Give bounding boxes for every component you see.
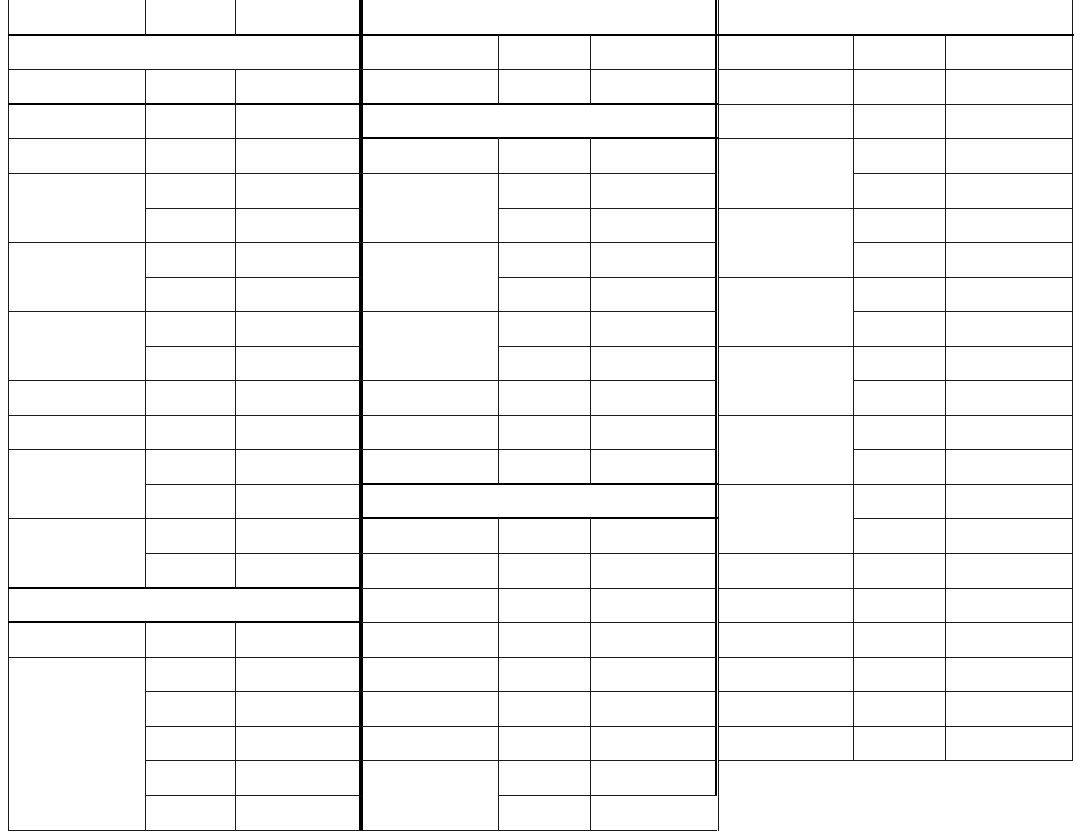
phone-number bbox=[590, 691, 716, 726]
grid-line bbox=[718, 726, 1073, 727]
teacher-name bbox=[853, 415, 945, 449]
school-title-tongwen bbox=[362, 484, 716, 518]
grid-line bbox=[718, 691, 1073, 692]
teacher-name bbox=[145, 208, 235, 242]
grid-line bbox=[235, 69, 236, 589]
teacher-name bbox=[498, 69, 590, 104]
grid-line bbox=[362, 69, 717, 70]
phone-number bbox=[945, 622, 1072, 657]
teacher-name bbox=[498, 415, 590, 449]
teacher-name bbox=[498, 346, 590, 380]
phone-number bbox=[235, 449, 360, 484]
teacher-name bbox=[853, 518, 945, 553]
class-cell bbox=[718, 208, 853, 277]
leader-name bbox=[145, 622, 235, 657]
phone-number bbox=[235, 518, 360, 553]
teacher-name bbox=[853, 69, 945, 104]
class-cell bbox=[362, 415, 498, 449]
grid-line bbox=[362, 449, 717, 450]
class-cell bbox=[718, 484, 853, 553]
phone-number bbox=[235, 138, 360, 173]
grid-line bbox=[145, 208, 361, 209]
grid-line bbox=[145, 0, 146, 36]
class-cell bbox=[362, 553, 498, 588]
phone-number bbox=[235, 173, 360, 208]
class-cell bbox=[362, 622, 498, 657]
phone-number bbox=[945, 726, 1072, 760]
grid-line bbox=[362, 588, 717, 589]
grid-line bbox=[362, 242, 717, 243]
phone-number bbox=[945, 518, 1072, 553]
teacher-name bbox=[145, 0, 235, 35]
phone-number bbox=[590, 760, 716, 795]
grid-line bbox=[8, 311, 361, 312]
grid-line bbox=[715, 0, 717, 796]
phone-number bbox=[235, 415, 360, 449]
class-cell bbox=[362, 588, 498, 622]
grid-line bbox=[362, 553, 717, 554]
phone-number bbox=[235, 242, 360, 277]
grid-line bbox=[718, 588, 1073, 589]
phone-number bbox=[235, 0, 360, 35]
teacher-name bbox=[853, 588, 945, 622]
teacher-name bbox=[853, 449, 945, 484]
phone-number bbox=[235, 484, 360, 518]
grid-line bbox=[718, 657, 1073, 658]
teacher-name bbox=[145, 691, 235, 726]
grid-line bbox=[8, 242, 361, 243]
teacher-name bbox=[498, 35, 590, 69]
teacher-name bbox=[145, 346, 235, 380]
phone-number bbox=[590, 553, 716, 588]
class-cell bbox=[8, 242, 145, 311]
teacher-name bbox=[853, 691, 945, 726]
grid-line bbox=[145, 346, 361, 347]
school-title-yizhong bbox=[8, 588, 360, 622]
phone-number bbox=[590, 795, 716, 830]
teacher-name bbox=[145, 104, 235, 138]
class-cell bbox=[718, 657, 853, 691]
teacher-name bbox=[498, 760, 590, 795]
grid-line bbox=[145, 553, 361, 554]
phone-number bbox=[235, 760, 360, 795]
phone-number bbox=[235, 104, 360, 138]
teacher-name bbox=[498, 208, 590, 242]
phone-number bbox=[945, 449, 1072, 484]
school-title-23 bbox=[362, 104, 716, 138]
teacher-name bbox=[145, 311, 235, 346]
teacher-name bbox=[145, 657, 235, 691]
teacher-name bbox=[145, 173, 235, 208]
teacher-name bbox=[853, 311, 945, 346]
teacher-name bbox=[853, 553, 945, 588]
class-cell bbox=[362, 311, 498, 380]
class-cell bbox=[362, 380, 498, 415]
phone-number bbox=[235, 346, 360, 380]
teacher-name bbox=[145, 484, 235, 518]
phone-number bbox=[590, 657, 716, 691]
grid-line bbox=[145, 795, 361, 796]
grid-line bbox=[145, 760, 361, 761]
class-cell bbox=[8, 380, 145, 415]
phone-number bbox=[590, 726, 716, 760]
leader-name bbox=[145, 69, 235, 104]
class-cell bbox=[362, 35, 498, 69]
grid-line bbox=[718, 69, 1073, 70]
teacher-name bbox=[498, 588, 590, 622]
members-label bbox=[8, 657, 145, 830]
grid-line bbox=[362, 415, 717, 416]
phone-number bbox=[590, 380, 716, 415]
grid-line bbox=[362, 622, 717, 623]
phone-number bbox=[590, 242, 716, 277]
class-cell bbox=[8, 449, 145, 518]
class-cell bbox=[362, 726, 498, 760]
class-cell bbox=[8, 0, 145, 35]
class-cell bbox=[8, 415, 145, 449]
phone-number bbox=[945, 691, 1072, 726]
teacher-name bbox=[853, 173, 945, 208]
grid-line bbox=[590, 35, 591, 105]
grid-line bbox=[8, 69, 361, 70]
grid-line bbox=[145, 726, 361, 727]
grid-line bbox=[853, 311, 1073, 312]
phone-number bbox=[590, 588, 716, 622]
grid-line bbox=[718, 484, 1073, 485]
grid-line bbox=[718, 104, 1073, 105]
class-cell bbox=[8, 138, 145, 173]
class-cell bbox=[718, 138, 853, 208]
class-cell bbox=[362, 173, 498, 242]
phone-number bbox=[235, 380, 360, 415]
teacher-name bbox=[145, 553, 235, 588]
grid-line bbox=[498, 208, 717, 209]
phone-number bbox=[945, 657, 1072, 691]
phone-number bbox=[235, 208, 360, 242]
class-cell bbox=[718, 726, 853, 760]
phone-number bbox=[945, 588, 1072, 622]
leader-label bbox=[8, 622, 145, 657]
phone-number bbox=[945, 553, 1072, 588]
grid-line bbox=[498, 138, 499, 485]
leader-name bbox=[498, 138, 590, 173]
school-title-shimen bbox=[718, 0, 1072, 35]
teacher-name bbox=[498, 657, 590, 691]
grid-line bbox=[8, 103, 362, 105]
grid-line bbox=[498, 346, 717, 347]
phone-number bbox=[945, 242, 1072, 277]
teacher-name bbox=[853, 346, 945, 380]
phone-number bbox=[590, 208, 716, 242]
phone-number bbox=[235, 795, 360, 830]
teacher-name bbox=[498, 311, 590, 346]
class-cell bbox=[718, 691, 853, 726]
leader-phone bbox=[235, 622, 360, 657]
phone-number bbox=[590, 69, 716, 104]
grid-line bbox=[362, 380, 717, 381]
phone-number bbox=[945, 104, 1072, 138]
phone-number bbox=[945, 138, 1072, 173]
grid-line bbox=[8, 34, 362, 36]
phone-number bbox=[945, 415, 1072, 449]
grid-line bbox=[718, 415, 1073, 416]
grid-line bbox=[945, 35, 946, 761]
grid-line bbox=[362, 726, 717, 727]
teacher-name bbox=[145, 795, 235, 830]
phone-number bbox=[590, 622, 716, 657]
teacher-name bbox=[145, 415, 235, 449]
grid-line bbox=[853, 242, 1073, 243]
teacher-name bbox=[498, 449, 590, 484]
grid-line bbox=[590, 138, 591, 485]
grid-line bbox=[8, 138, 361, 139]
phone-number bbox=[945, 277, 1072, 311]
class-cell bbox=[718, 104, 853, 138]
teacher-name bbox=[498, 242, 590, 277]
leader-phone bbox=[235, 69, 360, 104]
phone-number bbox=[590, 518, 716, 553]
school-title-42 bbox=[8, 35, 360, 69]
teacher-name bbox=[145, 242, 235, 277]
teacher-name bbox=[498, 795, 590, 830]
class-cell bbox=[362, 760, 498, 795]
grid-line bbox=[8, 657, 361, 658]
leader-name bbox=[853, 35, 945, 69]
grid-line bbox=[8, 830, 361, 831]
class-cell bbox=[718, 346, 853, 415]
grid-line bbox=[8, 587, 362, 589]
grid-line bbox=[718, 553, 1073, 554]
phone-number bbox=[235, 277, 360, 311]
grid-line bbox=[8, 380, 361, 381]
grid-line bbox=[235, 622, 236, 831]
class-cell bbox=[718, 277, 853, 346]
class-cell bbox=[8, 311, 145, 380]
class-cell bbox=[8, 104, 145, 138]
phone-number bbox=[945, 69, 1072, 104]
grid-line bbox=[8, 173, 361, 174]
grid-line bbox=[718, 208, 1073, 209]
teacher-name bbox=[498, 726, 590, 760]
school-title-27 bbox=[362, 0, 716, 35]
teacher-name bbox=[853, 622, 945, 657]
teacher-name bbox=[853, 484, 945, 518]
teacher-name bbox=[498, 277, 590, 311]
grid-line bbox=[362, 657, 717, 658]
class-cell bbox=[362, 518, 498, 553]
grid-line bbox=[362, 483, 718, 485]
teacher-name bbox=[498, 518, 590, 553]
grid-line bbox=[145, 69, 146, 589]
teacher-name bbox=[853, 208, 945, 242]
leader-label bbox=[8, 69, 145, 104]
teacher-name bbox=[498, 622, 590, 657]
class-cell bbox=[8, 518, 145, 588]
grid-line bbox=[362, 103, 718, 105]
phone-number bbox=[235, 311, 360, 346]
phone-number bbox=[945, 380, 1072, 415]
grid-line bbox=[235, 0, 236, 36]
grid-line bbox=[362, 517, 718, 519]
class-cell bbox=[718, 415, 853, 484]
teacher-name bbox=[145, 277, 235, 311]
phone-number bbox=[590, 449, 716, 484]
grid-line bbox=[145, 484, 361, 485]
grid-line bbox=[498, 795, 717, 796]
grid-line bbox=[718, 34, 1074, 36]
grid-line bbox=[498, 277, 717, 278]
grid-line bbox=[362, 137, 718, 139]
class-cell bbox=[718, 622, 853, 657]
class-cell bbox=[362, 449, 498, 484]
grid-line bbox=[718, 760, 1073, 761]
grid-line bbox=[145, 691, 361, 692]
grid-line bbox=[718, 277, 1073, 278]
grid-line bbox=[853, 518, 1073, 519]
phone-number bbox=[235, 553, 360, 588]
grid-line bbox=[145, 277, 361, 278]
teacher-name bbox=[498, 553, 590, 588]
teacher-name bbox=[145, 518, 235, 553]
leader-label bbox=[362, 138, 498, 173]
phone-number bbox=[590, 35, 716, 69]
teacher-name bbox=[853, 380, 945, 415]
teacher-name bbox=[498, 173, 590, 208]
grid-line bbox=[362, 691, 717, 692]
phone-number bbox=[945, 346, 1072, 380]
phone-number bbox=[235, 691, 360, 726]
teacher-name bbox=[853, 277, 945, 311]
phone-number bbox=[590, 346, 716, 380]
phone-number bbox=[590, 173, 716, 208]
class-cell bbox=[362, 69, 498, 104]
grid-line bbox=[853, 173, 1073, 174]
teacher-name bbox=[853, 726, 945, 760]
phone-number bbox=[945, 208, 1072, 242]
grid-line bbox=[853, 35, 854, 761]
grid-line bbox=[853, 380, 1073, 381]
phone-number bbox=[235, 726, 360, 760]
teacher-name bbox=[145, 760, 235, 795]
grid-line bbox=[145, 622, 146, 831]
grid-line bbox=[498, 518, 499, 831]
class-cell bbox=[362, 242, 498, 311]
grid-line bbox=[498, 35, 499, 105]
grid-line bbox=[362, 830, 717, 831]
grid-line bbox=[362, 34, 718, 36]
leader-phone bbox=[590, 138, 716, 173]
grid-line bbox=[8, 449, 361, 450]
teacher-name bbox=[145, 449, 235, 484]
phone-number bbox=[590, 415, 716, 449]
grid-line bbox=[853, 449, 1073, 450]
leader-label bbox=[718, 35, 853, 69]
grid-line bbox=[718, 622, 1073, 623]
phone-number bbox=[945, 484, 1072, 518]
teacher-name bbox=[853, 138, 945, 173]
phone-number bbox=[590, 311, 716, 346]
teacher-name bbox=[145, 380, 235, 415]
teacher-name bbox=[498, 380, 590, 415]
phone-number bbox=[945, 173, 1072, 208]
phone-number bbox=[235, 657, 360, 691]
grid-line bbox=[8, 415, 361, 416]
phone-number bbox=[590, 277, 716, 311]
grid-line bbox=[718, 346, 1073, 347]
grid-line bbox=[590, 518, 591, 831]
teacher-name bbox=[853, 104, 945, 138]
class-cell bbox=[8, 173, 145, 242]
teacher-name bbox=[145, 726, 235, 760]
teacher-name bbox=[145, 138, 235, 173]
teacher-name bbox=[498, 691, 590, 726]
class-cell bbox=[718, 553, 853, 588]
leader-phone bbox=[945, 35, 1072, 69]
class-cell bbox=[718, 69, 853, 104]
class-cell bbox=[718, 588, 853, 622]
grid-line bbox=[718, 138, 1073, 139]
grid-line bbox=[362, 760, 717, 761]
class-cell bbox=[362, 691, 498, 726]
grid-line bbox=[362, 173, 717, 174]
grid-line bbox=[8, 621, 362, 623]
teacher-name bbox=[853, 657, 945, 691]
class-cell bbox=[362, 657, 498, 691]
grid-line bbox=[8, 518, 361, 519]
phone-number bbox=[945, 311, 1072, 346]
grid-line bbox=[362, 311, 717, 312]
teacher-name bbox=[853, 242, 945, 277]
